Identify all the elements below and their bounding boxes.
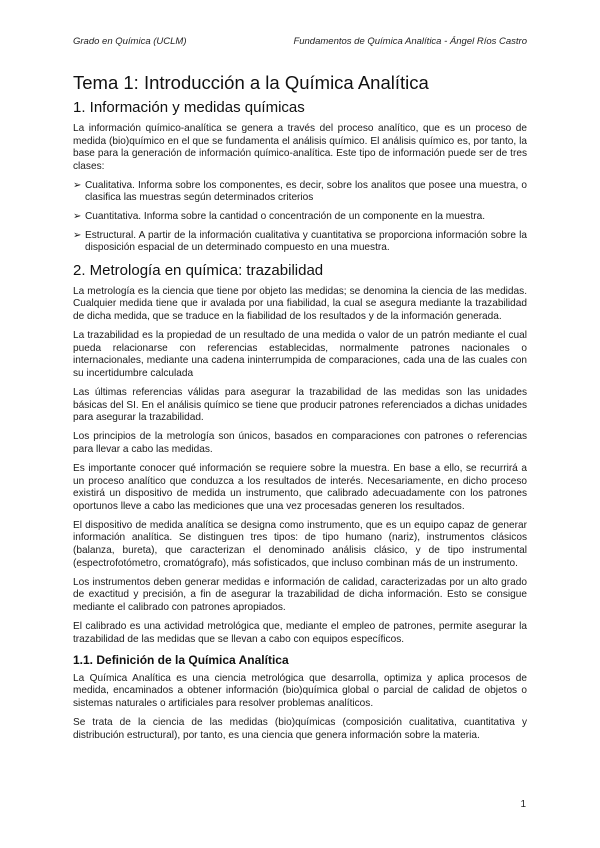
- header-subject: Fundamentos de Química Analítica - Ángel Ríos Castro: [293, 36, 527, 47]
- header-course: Grado en Química (UCLM): [73, 36, 187, 47]
- paragraph: Los instrumentos deben generar medidas e información de calidad, caracterizadas por un alto grado de exactitud y precisión, a fin de asegurar la trazabilidad de dicha información. Esto se consigue mediante el calibrado con patrones apropiados.: [73, 576, 527, 613]
- page-title: Tema 1: Introducción a la Química Analítica: [73, 72, 429, 93]
- list-item: [73, 211, 527, 224]
- section-2-heading: 2. Metrología en química: trazabilidad: [73, 261, 324, 279]
- list-item-text: Estructural. A partir de la información cualitativa y cuantitativa se proporciona información sobre la disposición espacial de un determinado compuesto en una muestra.: [85, 229, 527, 254]
- list-item: [73, 230, 527, 255]
- paragraph: La Química Analítica es una ciencia metrológica que desarrolla, optimiza y aplica procesos de medida, encaminados a obtener información (bio)química global o parcial de calidad de objetos o sistemas naturales o artificiales para resolver problemas analíticos.: [73, 672, 527, 709]
- arrow-bullet-icon: ➢: [73, 179, 82, 191]
- paragraph: El calibrado es una actividad metrológica que, mediante el empleo de patrones, permite asegurar la trazabilidad de las medidas que se llevan a cabo con equipos específicos.: [73, 621, 527, 645]
- paragraph: Se trata de la ciencia de las medidas (bio)químicas (composición cualitativa, cuantitativa y distribución estructural), por tanto, es una ciencia que genera información sobre la materia.: [73, 716, 527, 741]
- paragraph: La metrología es la ciencia que tiene por objeto las medidas; se denomina la ciencia de las medidas. Cualquier medida tiene que ir avalada por una fiabilidad, la cual se asegura mediante la trazabilidad de dicha medida, que se traduce en la fiabilidad de los resultados y de la información generada.: [73, 285, 527, 323]
- list-item-text: Cualitativa. Informa sobre los componentes, es decir, sobre los analitos que posee una muestra, o clasifica las muestras según determinados criterios: [85, 179, 527, 204]
- page-header: [73, 36, 527, 47]
- arrow-bullet-icon: ➢: [73, 211, 82, 223]
- page-number: 1: [520, 799, 526, 810]
- paragraph: El dispositivo de medida analítica se designa como instrumento, que es un equipo capaz de generar información analítica. Se distinguen tres tipos: de tipo humano (nariz), instrumentos clásicos (balanza, bureta), que caracterizan el denominado análisis clásico, y de tipo instrumental (espectrofotómetro, cromatógrafo), más sofisticados, que incluso combinan más de un instrumento.: [73, 519, 527, 569]
- arrow-bullet-icon: ➢: [73, 229, 82, 241]
- paragraph: Es importante conocer qué información se requiere sobre la muestra. En base a ello, se recurrirá a un proceso analítico que conduzca a los resultados de interés. Necesariamente, en dicho proceso existirá un dispositivo de medida un instrumento, que calibrado adecuadamente con los patrones oportunos lleve a cabo las mediciones que una vez procesadas generen los resultados.: [73, 462, 527, 512]
- paragraph: La trazabilidad es la propiedad de un resultado de una medida o valor de un patrón mediante el cual pueda relacionarse con referencias establecidas, normalmente patrones nacionales o internacionales, mediante una cadena ininterrumpida de comparaciones, cada una de las cuales con su incertidumbre calculada: [73, 330, 527, 379]
- paragraph: Las últimas referencias válidas para asegurar la trazabilidad de las medidas son las unidades básicas del SI. En el análisis químico se tiene que producir patrones referenciados a dichas unidades para asegurar la trazabilidad.: [73, 387, 527, 424]
- information-types-list: [73, 180, 527, 255]
- section-1-intro: La información químico-analítica se genera a través del proceso analítico, que es un proceso de medida (bio)químico en el que se fundamenta el análisis químico. El análisis químico es, por tanto, la base para la generación de información químico-analítica. Este tipo de información puede ser de tres clases:: [73, 123, 527, 172]
- section-1-heading: 1. Información y medidas químicas: [73, 99, 305, 116]
- paragraph: Los principios de la metrología son únicos, basados en comparaciones con patrones o referencias para llevar a cabo las medidas.: [73, 431, 527, 455]
- list-item-text: Cuantitativa. Informa sobre la cantidad o concentración de un componente en la muestra.: [85, 211, 486, 223]
- list-item: [73, 180, 527, 205]
- subsection-1-1-heading: 1.1. Definición de la Química Analítica: [73, 652, 289, 667]
- page-content: [73, 72, 527, 749]
